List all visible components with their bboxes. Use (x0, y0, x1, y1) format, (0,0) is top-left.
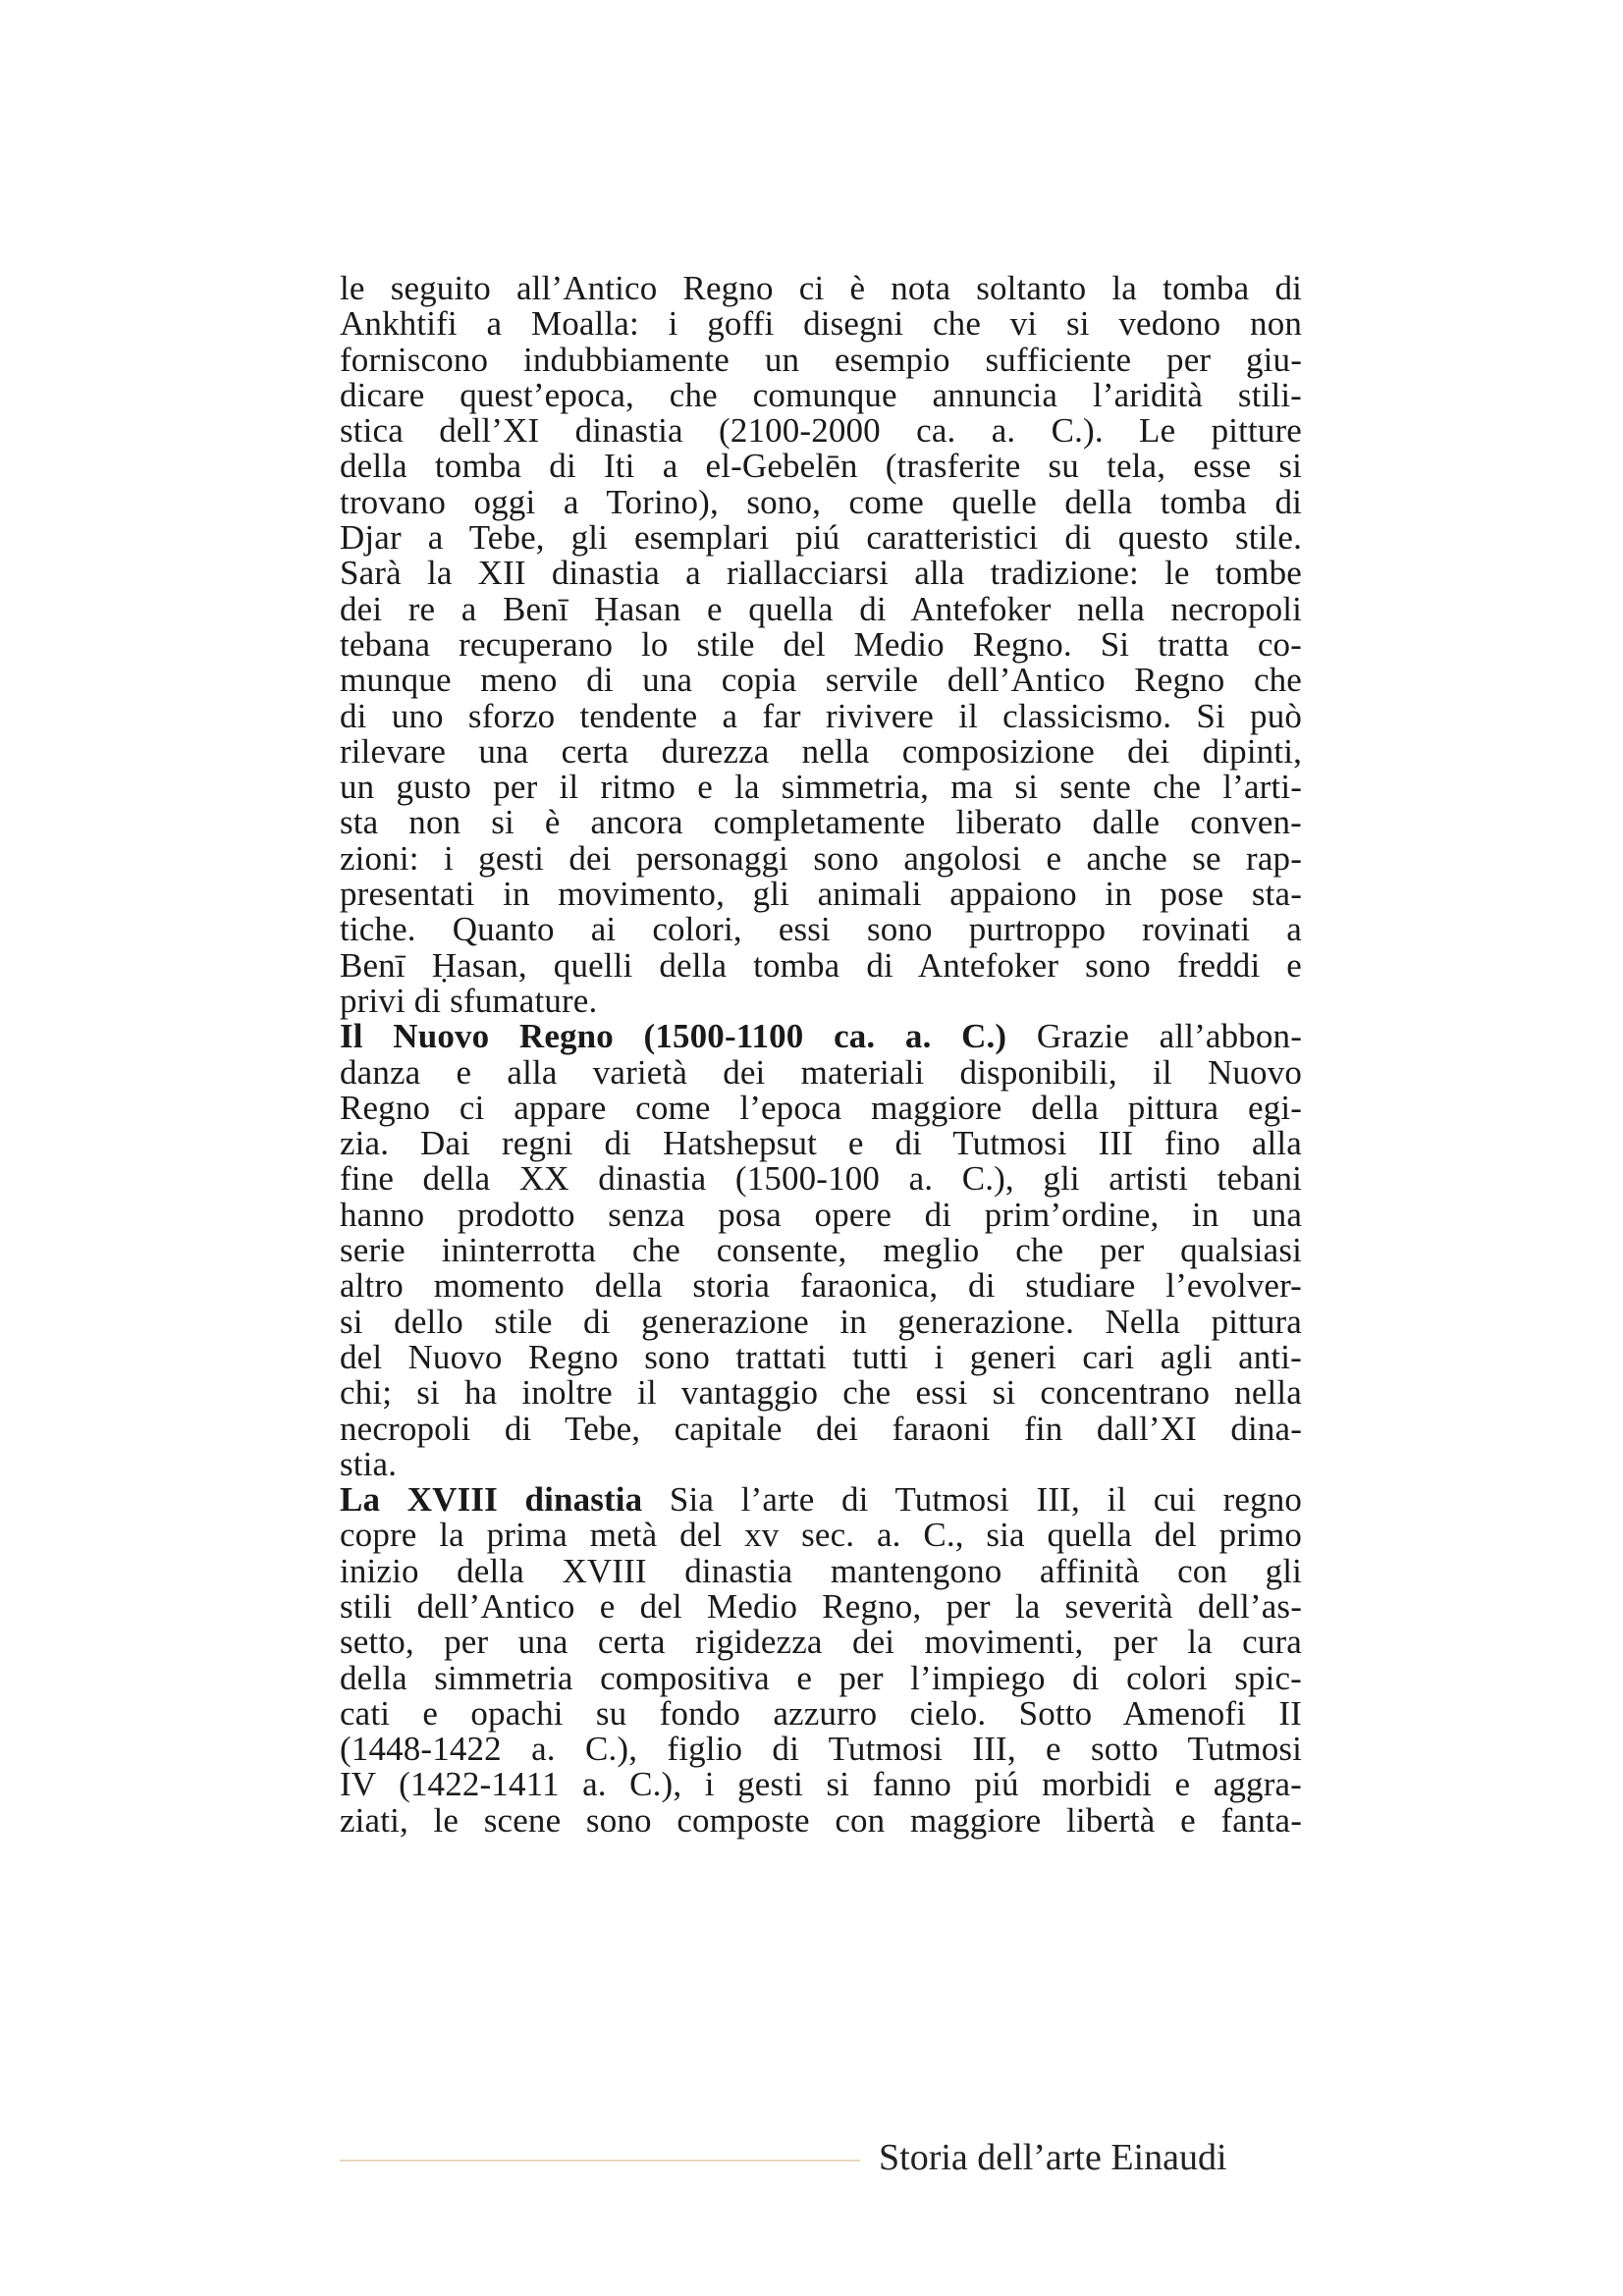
text-line: le seguito all’Antico Regno ci è nota soltanto la tomba di (340, 269, 1302, 307)
line-text: Sia l’arte di Tutmosi III, il cui regno (642, 1480, 1303, 1520)
text-line: di uno sforzo tendente a far rivivere il classicismo. Si può (340, 696, 1302, 735)
section-heading-line (340, 1019, 1302, 1054)
text-line: dicare quest’epoca, che comunque annuncia l’aridità stili- (340, 375, 1302, 414)
text-line: Regno ci appare come l’epoca maggiore della pittura egi- (340, 1088, 1302, 1127)
text-line: zioni: i gesti dei personaggi sono angolosi e anche se rap- (340, 838, 1302, 878)
text-line: forniscono indubbiamente un esempio sufficiente per giu- (340, 340, 1302, 379)
footer-rule (340, 2160, 860, 2162)
text-line: necropoli di Tebe, capitale dei faraoni fin dall’XI dina- (340, 1409, 1302, 1448)
text-line: tebana recuperano lo stile del Medio Regno. Si tratta co- (340, 624, 1302, 664)
text-line: cati e opachi su fondo azzurro cielo. Sotto Amenofi II (340, 1693, 1302, 1733)
text-line: tiche. Quanto ai colori, essi sono purtroppo rovinati a (340, 910, 1302, 949)
text-line: chi; si ha inoltre il vantaggio che essi si concentrano nella (340, 1373, 1302, 1413)
text-line: presentati in movimento, gli animali appaiono in pose sta- (340, 875, 1302, 914)
section-heading-line (340, 1482, 1302, 1518)
text-line: serie ininterrotta che consente, meglio che per qualsiasi (340, 1231, 1302, 1270)
text-line: della tomba di Iti a el-Gebelēn (trasferite su tela, esse si (340, 447, 1302, 486)
text-line: Benī Ḥasan, quelli della tomba di Antefoker sono freddi e (340, 945, 1302, 985)
text-line: fine della XX dinastia (1500-100 a. C.), gli artisti tebani (340, 1159, 1302, 1199)
line-text: Grazie all’abbon- (1006, 1017, 1302, 1056)
text-line: Ankhtifi a Moalla: i goffi disegni che vi si vedono non (340, 304, 1302, 344)
text-line: Djar a Tebe, gli esemplari piú caratteristici di questo stile. (340, 518, 1302, 558)
text-line: dei re a Benī Ḥasan e quella di Antefoker nella necropoli (340, 589, 1302, 628)
text-line: (1448-1422 a. C.), figlio di Tutmosi III, e sotto Tutmosi (340, 1730, 1302, 1769)
text-line: inizio della XVIII dinastia mantengono affinità con gli (340, 1551, 1302, 1590)
text-line: munque meno di una copia servile dell’Antico Regno che (340, 661, 1302, 700)
text-line: stili dell’Antico e del Medio Regno, per la severità dell’as- (340, 1586, 1302, 1626)
text-line: sta non si è ancora completamente liberato dalle conven- (340, 803, 1302, 842)
text-line: trovano oggi a Torino), sono, come quelle della tomba di (340, 482, 1302, 521)
text-line: IV (1422-1411 a. C.), i gesti si fanno piú morbidi e aggra- (340, 1765, 1302, 1804)
text-line: zia. Dai regni di Hatshepsut e di Tutmosi III fino alla (340, 1124, 1302, 1163)
text-line: Sarà la XII dinastia a riallacciarsi alla tradizione: le tombe (340, 554, 1302, 593)
text-line: del Nuovo Regno sono trattati tutti i generi cari agli anti- (340, 1337, 1302, 1376)
section-heading: Il Nuovo Regno (1500-1100 ca. a. C.) (340, 1017, 1007, 1056)
text-line: stica dell’XI dinastia (2100-2000 ca. a. C.). Le pitture (340, 411, 1302, 451)
text-line: altro momento della storia faraonica, di studiare l’evolver- (340, 1266, 1302, 1306)
body-text (340, 271, 1302, 1839)
text-line: ziati, le scene sono composte con maggiore libertà e fanta- (340, 1800, 1302, 1840)
text-line: stia. (340, 1444, 398, 1483)
text-line: si dello stile di generazione in generazione. Nella pittura (340, 1302, 1302, 1341)
text-line: copre la prima metà del xv sec. a. C., sia quella del primo (340, 1516, 1302, 1555)
section-heading: La XVIII dinastia (340, 1480, 643, 1520)
text-line: privi di sfumature. (340, 981, 598, 1020)
text-line: rilevare una certa durezza nella composizione dei dipinti, (340, 731, 1302, 771)
text-line: della simmetria compositiva e per l’impiego di colori spic- (340, 1658, 1302, 1697)
text-line: un gusto per il ritmo e la simmetria, ma si sente che l’arti- (340, 768, 1302, 807)
text-line: danza e alla varietà dei materiali disponibili, il Nuovo (340, 1052, 1302, 1092)
text-line: hanno prodotto senza posa opere di prim’ordine, in una (340, 1195, 1302, 1234)
text-line: setto, per una certa rigidezza dei movimenti, per la cura (340, 1623, 1302, 1662)
footer-publisher: Storia dell’arte Einaudi (879, 2137, 1227, 2178)
